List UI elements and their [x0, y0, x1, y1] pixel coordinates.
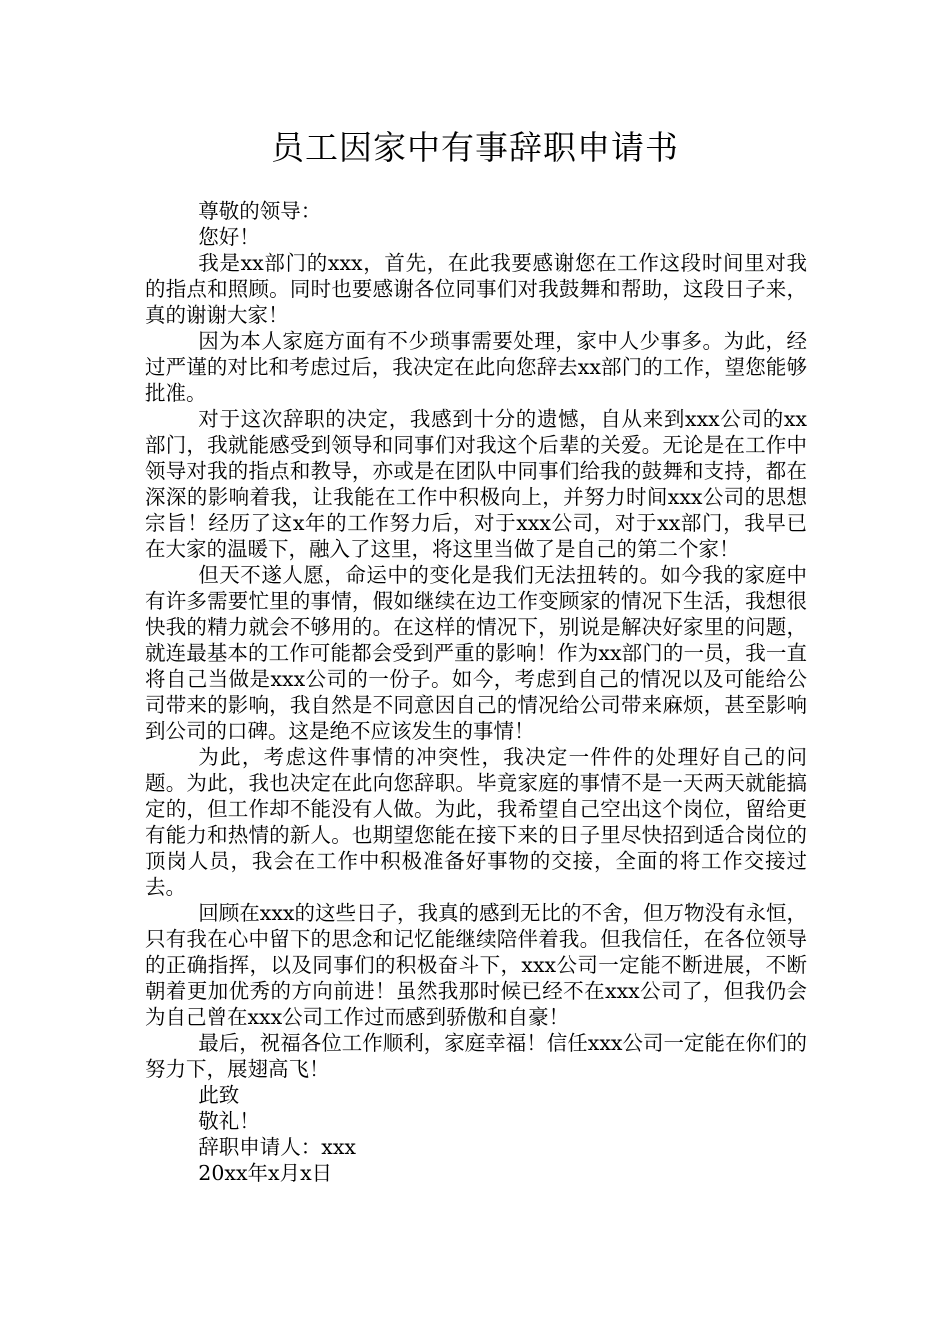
paragraph-1: 我是xx部门的xxx，首先，在此我要感谢您在工作这段时间里对我的指点和照顾。同时也要感谢各位同事们对我鼓舞和帮助，这段日子来，真的谢谢大家！ — [145, 251, 807, 327]
document-date: 20xx年x月x日 — [198, 1161, 333, 1185]
greeting: 您好！ — [198, 225, 260, 249]
paragraph-5: 为此，考虑这件事情的冲突性，我决定一件件的处理好自己的问题。为此，我也决定在此向您辞职。毕竟家庭的事情不是一天两天就能搞定的，但工作却不能没有人做。为此，我希望自己空出这个岗位，留给更有能力和热情的新人。也期望您能在接下来的日子里尽快招到适合岗位的顶岗人员，我会在工作中积极准备好事物的交接，全面的将工作交接过去。 — [145, 745, 807, 899]
closing-line-1: 此致 — [198, 1083, 240, 1107]
salutation: 尊敬的领导： — [198, 199, 322, 223]
closing-line-2: 敬礼！ — [198, 1109, 260, 1133]
paragraph-4: 但天不遂人愿，命运中的变化是我们无法扭转的。如今我的家庭中有许多需要忙里的事情，假如继续在边工作变顾家的情况下生活，我想很快我的精力就会不够用的。在这样的情况下，别说是解决好家里的问题，就连最基本的工作可能都会受到严重的影响！作为xx部门的一员，我一直将自己当做是xxx公司的一份子。如今，考虑到自己的情况以及可能给公司带来的影响，我自然是不同意因自己的情况给公司带来麻烦，甚至影响到公司的口碑。这是绝不应该发生的事情！ — [145, 563, 807, 743]
paragraph-6: 回顾在xxx的这些日子，我真的感到无比的不舍，但万物没有永恒，只有我在心中留下的思念和记忆能继续陪伴着我。但我信任，在各位领导的正确指挥，以及同事们的积极奋斗下，xxx公司一定能不断进展，不断朝着更加优秀的方向前进！虽然我那时候已经不在xxx公司了，但我仍会为自己曾在xxx公司工作过而感到骄傲和自豪！ — [145, 901, 807, 1029]
applicant-signature: 辞职申请人：xxx — [198, 1135, 356, 1159]
paragraph-3: 对于这次辞职的决定，我感到十分的遗憾，自从来到xxx公司的xx部门，我就能感受到领导和同事们对我这个后辈的关爱。无论是在工作中领导对我的指点和教导，亦或是在团队中同事们给我的鼓舞和支持，都在深深的影响着我，让我能在工作中积极向上，并努力时间xxx公司的思想宗旨！经历了这x年的工作努力后，对于xxx公司，对于xx部门，我早已在大家的温暖下，融入了这里，将这里当做了是自己的第二个家！ — [145, 407, 807, 561]
paragraph-7: 最后，祝福各位工作顺利，家庭幸福！信任xxx公司一定能在你们的努力下，展翅高飞！ — [145, 1031, 807, 1081]
document-title: 员工因家中有事辞职申请书 — [271, 128, 679, 167]
paragraph-2: 因为本人家庭方面有不少琐事需要处理，家中人少事多。为此，经过严谨的对比和考虑过后，我决定在此向您辞去xx部门的工作，望您能够批准。 — [145, 329, 807, 405]
document-body — [145, 198, 807, 1186]
